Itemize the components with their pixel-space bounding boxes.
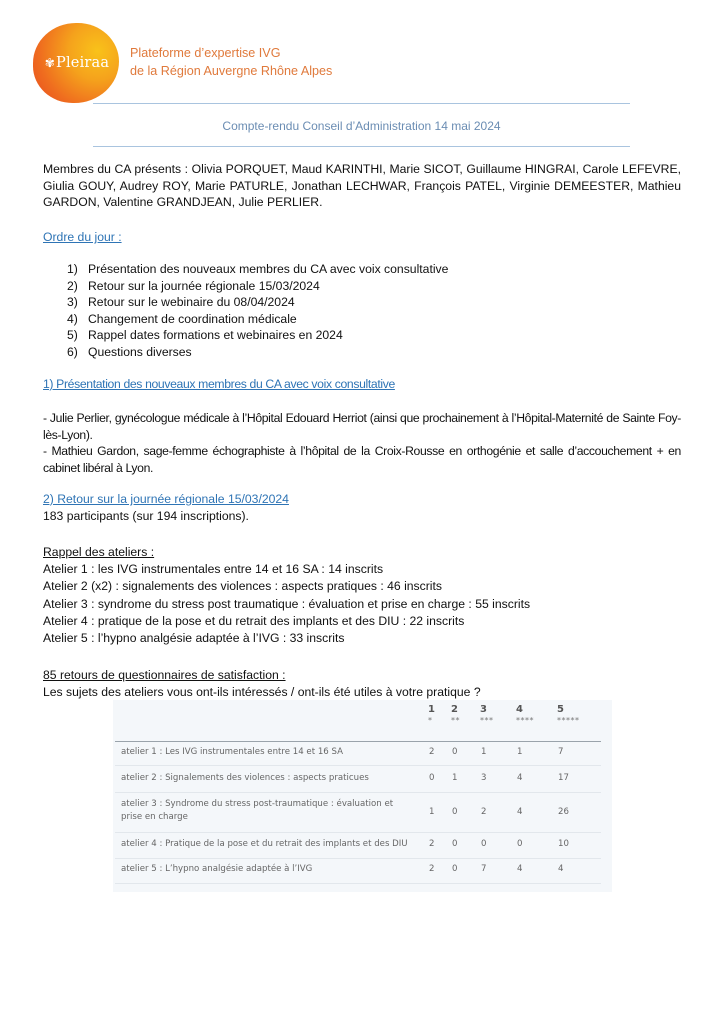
satisfaction-title: 85 retours de questionnaires de satisfaction :: [43, 668, 286, 682]
title-rule-bottom: [93, 146, 630, 147]
table-cell: 0: [452, 747, 458, 757]
column-header-3: 3 ***: [480, 704, 494, 725]
table-cell: 7: [558, 747, 564, 757]
row-divider: [115, 883, 601, 884]
section-1-title[interactable]: 1) Présentation des nouveaux membres du CA avec voix consultative: [43, 377, 395, 391]
agenda-item: 4) Changement de coordination médicale: [67, 311, 297, 326]
table-cell: 0: [517, 839, 523, 849]
org-line-1: Plateforme d’expertise IVG: [130, 46, 281, 60]
logo-label: Pleiraa: [56, 55, 110, 71]
new-member-mathieu-gardon: - Mathieu Gardon, sage-femme échographiste à l’hôpital de la Croix-Rousse en orthogénie et salle d’accouchement + en cabinet libéral à Lyon.: [43, 444, 681, 475]
table-cell: 1: [452, 773, 458, 783]
column-header-1: 1 *: [428, 704, 435, 725]
ateliers-title: Rappel des ateliers :: [43, 545, 155, 559]
table-header-rule: [115, 741, 601, 742]
atelier-item: Atelier 4 : pratique de la pose et du retrait des implants et des DIU : 22 inscrits: [43, 613, 465, 628]
section-2-title[interactable]: 2) Retour sur la journée régionale 15/03/2024: [43, 492, 289, 506]
agenda-item: 3) Retour sur le webinaire du 08/04/2024: [67, 295, 295, 309]
document-title: Compte-rendu Conseil d’Administration 14 mai 2024: [222, 119, 501, 133]
title-rule-top: [93, 103, 630, 104]
row-divider: [115, 765, 601, 766]
satisfaction-question: Les sujets des ateliers vous ont-ils intéressés / ont-ils été utiles à votre pratique ?: [43, 685, 481, 699]
members-present: Membres du CA présents : Olivia PORQUET, Maud KARINTHI, Marie SICOT, Guillaume HINGRAI, Carole LEFEVRE, Giulia GOUY, Audrey ROY, Marie PATURLE, Jonathan LECHWAR, François PATEL, Virginie DEMEESTER, Mathieu GARDON, Valentine GRANDJEAN, Julie PERLIER.: [43, 162, 681, 210]
organization-name: [130, 44, 332, 80]
pleiraa-logo: [33, 23, 119, 103]
table-cell: 4: [517, 807, 523, 817]
agenda-title[interactable]: Ordre du jour :: [43, 230, 122, 244]
atelier-item: Atelier 1 : les IVG instrumentales entre 14 et 16 SA : 14 inscrits: [43, 562, 384, 576]
table-cell: 4: [517, 773, 523, 783]
table-cell: 1: [481, 747, 487, 757]
table-cell: 0: [452, 839, 458, 849]
ateliers-list: [43, 561, 530, 647]
table-cell: 0: [481, 839, 487, 849]
table-cell: 17: [558, 773, 569, 783]
agenda-item: 5) Rappel dates formations et webinaires en 2024: [67, 328, 343, 342]
atelier-item: Atelier 3 : syndrome du stress post traumatique : évaluation et prise en charge : 55 inscrits: [43, 596, 531, 611]
org-line-2: de la Région Auvergne Rhône Alpes: [130, 64, 333, 78]
agenda-item: 6) Questions diverses: [67, 344, 192, 359]
table-cell: 2: [481, 807, 487, 817]
participants-count: 183 participants (sur 194 inscriptions).: [43, 509, 249, 523]
table-cell: 7: [481, 864, 487, 874]
row-divider: [115, 792, 601, 793]
table-cell: 4: [558, 864, 564, 874]
table-cell: 26: [558, 807, 569, 817]
table-cell: 0: [429, 773, 435, 783]
atelier-item: Atelier 2 (x2) : signalements des violences : aspects pratiques : 46 inscrits: [43, 579, 442, 594]
table-cell: 10: [558, 839, 569, 849]
table-row-label: atelier 1 : Les IVG instrumentales entre 14 et 16 SA: [121, 747, 343, 757]
column-header-5: 5 *****: [557, 704, 580, 725]
table-row-label: atelier 4 : Pratique de la pose et du retrait des implants et des DIU: [121, 839, 408, 849]
table-cell: 0: [452, 807, 458, 817]
table-cell: 2: [429, 839, 435, 849]
row-divider: [115, 858, 601, 859]
atelier-item: Atelier 5 : l’hypno analgésie adaptée à l’IVG : 33 inscrits: [43, 631, 345, 646]
table-cell: 1: [517, 747, 523, 757]
logo-wordmark: [45, 55, 110, 71]
table-row-label: atelier 2 : Signalements des violences : aspects praticues: [121, 773, 369, 783]
table-cell: 1: [429, 807, 435, 817]
table-cell: 4: [517, 864, 523, 874]
agenda-item: 1) Présentation des nouveaux membres du CA avec voix consultative: [67, 262, 449, 276]
table-row-label: atelier 3 : Syndrome du stress post-traumatique : évaluation et prise en charge: [121, 799, 394, 822]
table-cell: 3: [481, 773, 487, 783]
table-cell: 0: [452, 864, 458, 874]
column-header-4: 4 ****: [516, 704, 534, 725]
table-row-label: atelier 5 : L’hypno analgésie adaptée à l’IVG: [121, 864, 313, 874]
row-divider: [115, 832, 601, 833]
table-cell: 2: [429, 864, 435, 874]
table-cell: 2: [429, 747, 435, 757]
new-member-julie-perlier: - Julie Perlier, gynécologue médicale à l’Hôpital Edouard Herriot (ainsi que prochainement à l’Hôpital-Maternité de Sainte Foy-lès-Lyon).: [43, 411, 681, 442]
flower-icon: ✾: [44, 56, 56, 70]
agenda-item: 2) Retour sur la journée régionale 15/03/2024: [67, 278, 320, 293]
column-header-2: 2 **: [451, 704, 460, 725]
agenda-list: [67, 261, 448, 360]
